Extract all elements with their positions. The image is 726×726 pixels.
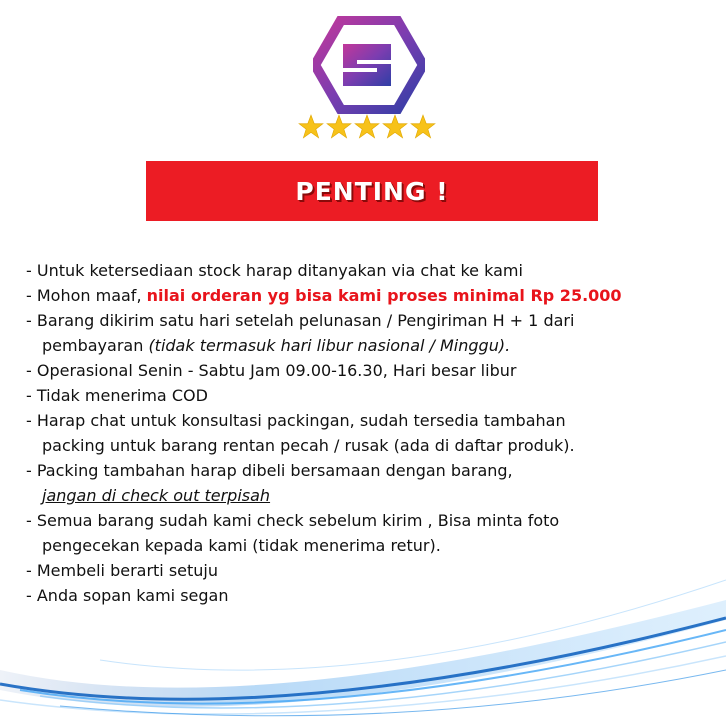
rule-highlight: nilai orderan yg bisa kami proses minimal Rp 25.000 (146, 286, 622, 305)
star-icon (410, 114, 436, 140)
decorative-swoosh (0, 560, 726, 726)
rule-text: pembayaran (42, 336, 149, 355)
star-icon (298, 114, 324, 140)
rule-continuation (26, 483, 706, 508)
rule-item: - Membeli berarti setuju (26, 561, 219, 580)
star-icon (382, 114, 408, 140)
rule-continuation (26, 333, 706, 358)
rule-item: - Barang dikirim satu hari setelah pelunasan / Pengiriman H + 1 dari (26, 311, 575, 330)
rule-italic: (tidak termasuk hari libur nasional / Minggu). (148, 336, 511, 355)
rule-item: - Tidak menerima COD (26, 386, 208, 405)
rule-continuation: pengecekan kepada kami (tidak menerima retur). (42, 536, 441, 555)
brand-logo-icon (313, 16, 425, 114)
rule-item: - Harap chat untuk konsultasi packingan, sudah tersedia tambahan (26, 411, 566, 430)
rule-continuation: packing untuk barang rentan pecah / rusak (ada di daftar produk). (42, 436, 575, 455)
rule-item: - Anda sopan kami segan (26, 586, 229, 605)
rule-item: - Untuk ketersediaan stock harap ditanyakan via chat ke kami (26, 261, 523, 280)
rule-underlined: jangan di check out terpisah (42, 486, 271, 505)
rule-item: - Packing tambahan harap dibeli bersamaan dengan barang, (26, 461, 513, 480)
star-icon (326, 114, 352, 140)
rating-stars (298, 114, 440, 144)
rules-list (26, 258, 706, 608)
rule-item (26, 283, 706, 308)
rule-text: - Mohon maaf, (26, 286, 147, 305)
rule-item: - Operasional Senin - Sabtu Jam 09.00-16.30, Hari besar libur (26, 361, 517, 380)
banner-title: PENTING ! (295, 176, 449, 206)
rule-item: - Semua barang sudah kami check sebelum kirim , Bisa minta foto (26, 511, 560, 530)
notice-banner (146, 161, 598, 221)
star-icon (354, 114, 380, 140)
